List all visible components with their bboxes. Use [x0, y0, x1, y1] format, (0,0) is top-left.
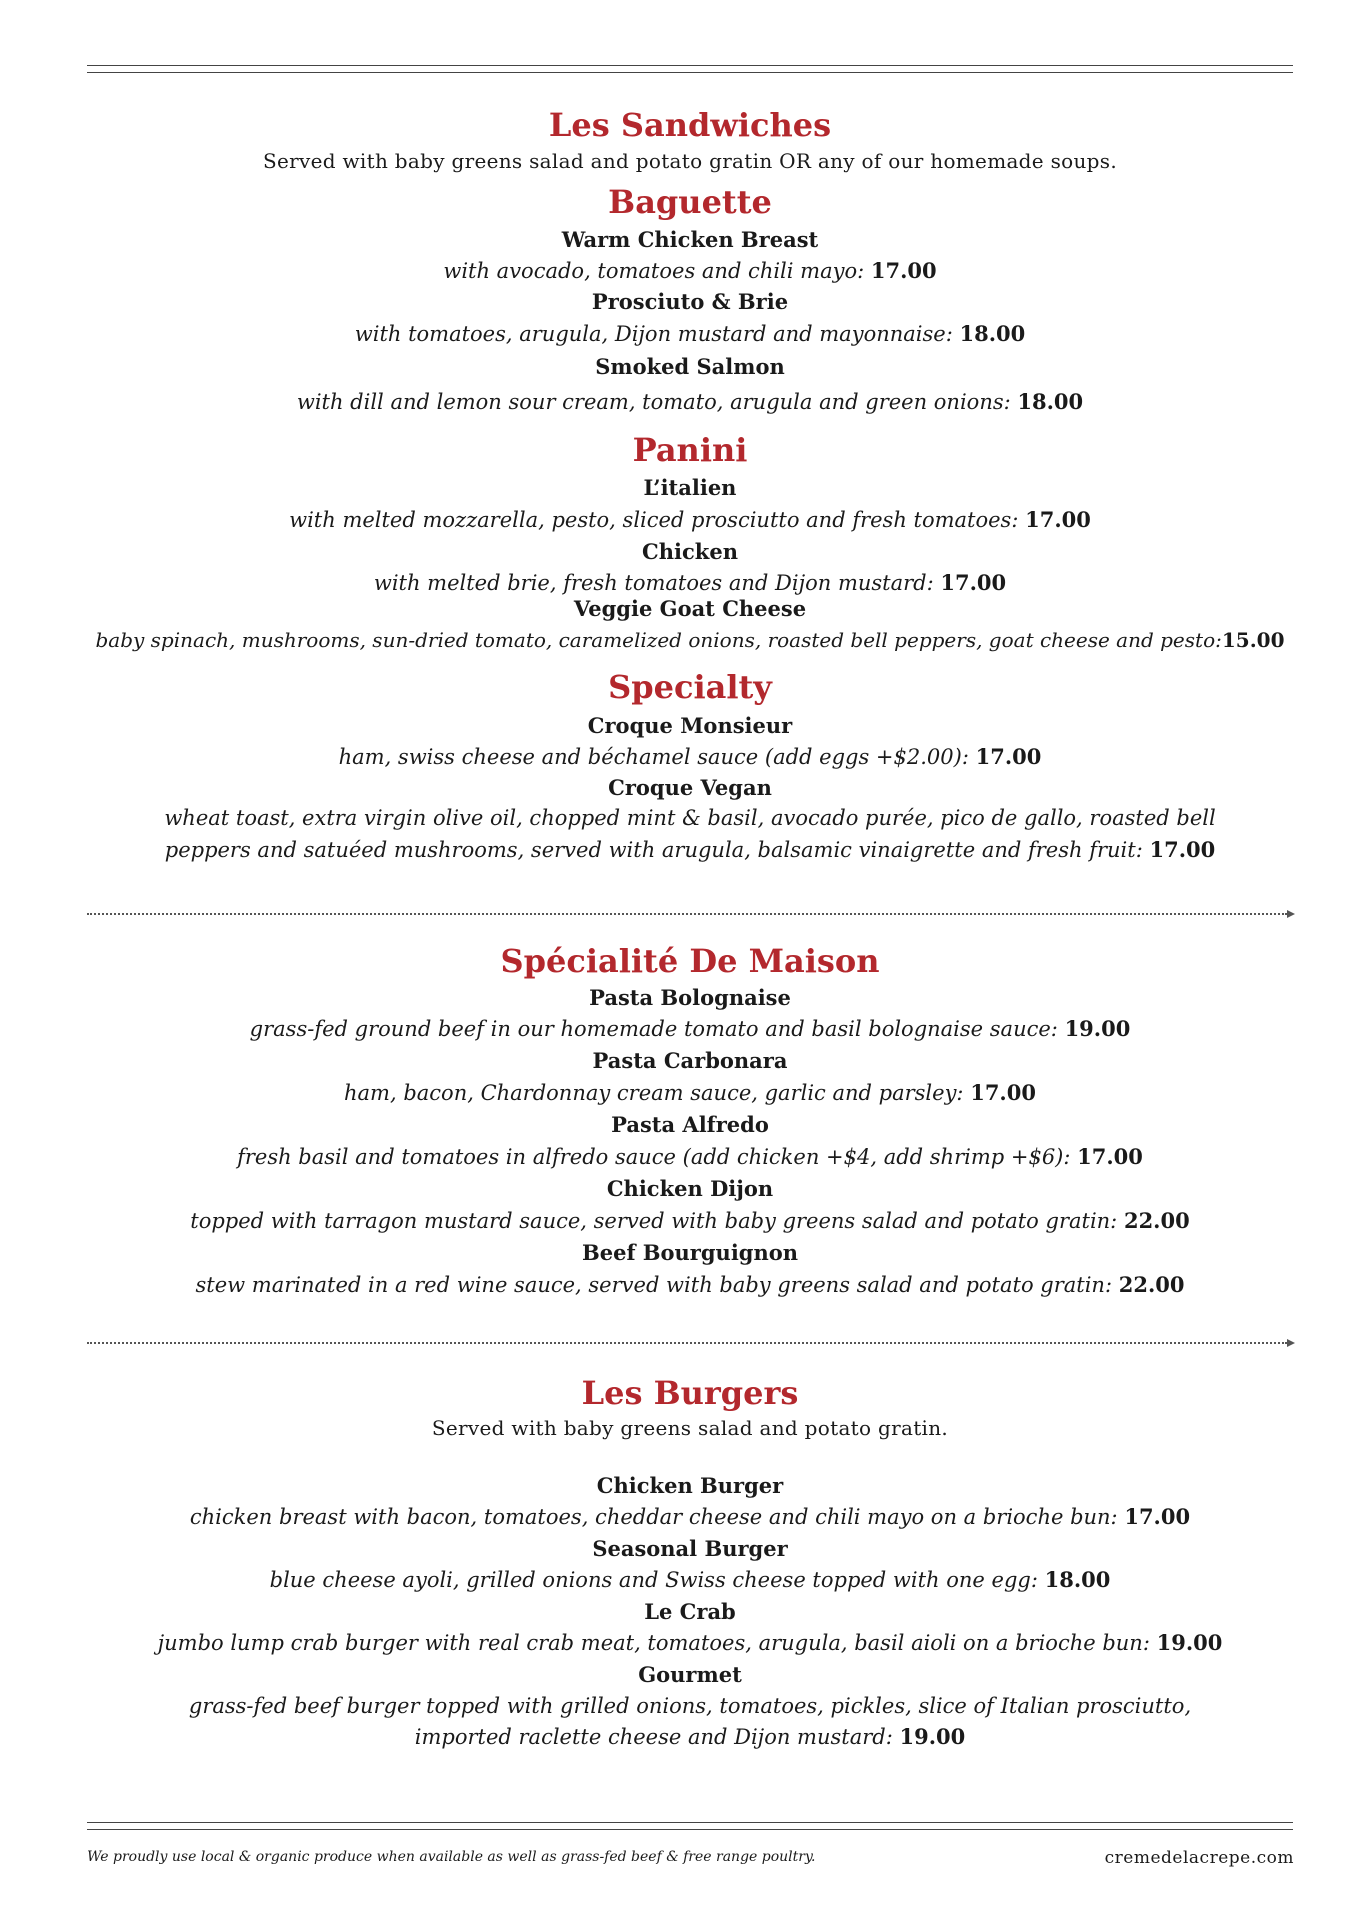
top-rule — [87, 65, 1293, 73]
item-price: 18.00 — [1044, 1567, 1111, 1592]
item-desc-chicken-burger: chicken breast with bacon, tomatoes, cheddar cheese and chili mayo on a brioche bun: 17.00 — [189, 1504, 1191, 1529]
item-name-veggie-goat-cheese: Veggie Goat Cheese — [573, 596, 807, 621]
item-desc-croque-vegan-line2: peppers and satuéed mushrooms, served with arugula, balsamic vinaigrette and fresh fruit: 17.00 — [164, 837, 1216, 862]
section-divider — [87, 913, 1287, 915]
section-title-maison: Spécialité De Maison — [500, 942, 880, 980]
item-desc-chicken-dijon: topped with tarragon mustard sauce, served with baby greens salad and potato gratin: 22.00 — [190, 1208, 1190, 1233]
item-desc-croque-monsieur: ham, swiss cheese and béchamel sauce (add eggs +$2.00): 17.00 — [338, 744, 1042, 769]
item-name-gourmet: Gourmet — [638, 1662, 742, 1687]
item-price: 17.00 — [975, 744, 1042, 769]
section-divider — [87, 1342, 1287, 1344]
item-desc-chicken-panini: with melted brie, fresh tomatoes and Dijon mustard: 17.00 — [373, 570, 1007, 595]
item-desc-le-crab: jumbo lump crab burger with real crab meat, tomatoes, arugula, basil aioli on a brioche bun: 19.00 — [157, 1630, 1223, 1655]
item-name-litalien: L’italien — [643, 475, 737, 500]
item-desc-gourmet-line1: grass-fed beef burger topped with grilled onions, tomatoes, pickles, slice of Italian prosciutto, — [188, 1694, 1192, 1718]
item-price: 18.00 — [959, 321, 1026, 346]
item-name-croque-vegan: Croque Vegan — [608, 775, 772, 800]
item-desc-pasta-carbonara: ham, bacon, Chardonnay cream sauce, garlic and parsley: 17.00 — [344, 1080, 1036, 1105]
bottom-rule — [87, 1822, 1293, 1830]
subsection-title-baguette: Baguette — [608, 183, 772, 221]
item-price: 19.00 — [1064, 1016, 1131, 1041]
footer-website: cremedelacrepe.com — [1104, 1848, 1294, 1868]
section-title-burgers: Les Burgers — [581, 1374, 799, 1412]
item-name-pasta-bolognaise: Pasta Bolognaise — [589, 985, 791, 1010]
item-price: 17.00 — [1149, 837, 1216, 862]
section-title-sandwiches: Les Sandwiches — [548, 106, 832, 144]
item-desc-prosciuto-brie: with tomatoes, arugula, Dijon mustard and mayonnaise: 18.00 — [354, 321, 1026, 346]
item-price: 17.00 — [1077, 1144, 1143, 1169]
item-name-pasta-carbonara: Pasta Carbonara — [592, 1048, 788, 1073]
item-price: 15.00 — [1221, 628, 1285, 652]
item-price: 18.00 — [1017, 389, 1084, 414]
item-desc-seasonal-burger: blue cheese ayoli, grilled onions and Swiss cheese topped with one egg: 18.00 — [269, 1567, 1111, 1592]
item-desc-pasta-bolognaise: grass-fed ground beef in our homemade tomato and basil bolognaise sauce: 19.00 — [249, 1016, 1131, 1041]
item-name-beef-bourguignon: Beef Bourguignon — [581, 1240, 799, 1265]
item-name-chicken-burger: Chicken Burger — [596, 1473, 784, 1498]
item-price: 22.00 — [1118, 1272, 1185, 1297]
item-name-seasonal-burger: Seasonal Burger — [592, 1536, 788, 1561]
item-price: 17.00 — [1025, 507, 1091, 532]
subsection-title-panini: Panini — [632, 431, 748, 469]
item-name-chicken-panini: Chicken — [642, 539, 738, 564]
item-price: 17.00 — [970, 1080, 1036, 1105]
item-price: 17.00 — [940, 570, 1007, 595]
item-desc-gourmet-line2: imported raclette cheese and Dijon mustard: 19.00 — [414, 1724, 966, 1749]
subsection-title-specialty: Specialty — [608, 668, 772, 706]
item-desc-litalien: with melted mozzarella, pesto, sliced prosciutto and fresh tomatoes: 17.00 — [289, 507, 1091, 532]
item-name-smoked-salmon: Smoked Salmon — [595, 354, 785, 379]
item-price: 17.00 — [1124, 1504, 1191, 1529]
sandwiches-intro: Served with baby greens salad and potato gratin OR any of our homemade soups. — [263, 149, 1117, 173]
item-desc-veggie-goat-cheese: baby spinach, mushrooms, sun-dried tomato, caramelized onions, roasted bell peppers, goat cheese and pesto:15.00 — [95, 628, 1285, 652]
item-desc-warm-chicken-breast: with avocado, tomatoes and chili mayo: 17.00 — [443, 258, 937, 283]
item-desc-pasta-alfredo: fresh basil and tomatoes in alfredo sauce (add chicken +$4, add shrimp +$6): 17.00 — [237, 1144, 1143, 1169]
item-desc-croque-vegan-line1: wheat toast, extra virgin olive oil, chopped mint & basil, avocado purée, pico de gallo, roasted bell — [164, 806, 1216, 830]
item-price: 17.00 — [870, 258, 937, 283]
item-price: 19.00 — [1156, 1630, 1223, 1655]
item-price: 22.00 — [1123, 1208, 1190, 1233]
item-price: 19.00 — [899, 1724, 966, 1749]
item-name-warm-chicken-breast: Warm Chicken Breast — [561, 227, 819, 252]
item-name-croque-monsieur: Croque Monsieur — [587, 713, 793, 738]
item-name-chicken-dijon: Chicken Dijon — [606, 1176, 774, 1201]
item-desc-beef-bourguignon: stew marinated in a red wine sauce, served with baby greens salad and potato gratin: 22.00 — [195, 1272, 1185, 1297]
item-name-pasta-alfredo: Pasta Alfredo — [611, 1112, 769, 1137]
footer-note: We proudly use local & organic produce when available as well as grass-fed beef & free range poultry. — [87, 1849, 816, 1865]
burgers-intro: Served with baby greens salad and potato gratin. — [431, 1416, 949, 1440]
item-name-le-crab: Le Crab — [644, 1599, 736, 1624]
item-desc-smoked-salmon: with dill and lemon sour cream, tomato, arugula and green onions: 18.00 — [296, 389, 1084, 414]
item-name-prosciuto-brie: Prosciuto & Brie — [591, 289, 789, 314]
